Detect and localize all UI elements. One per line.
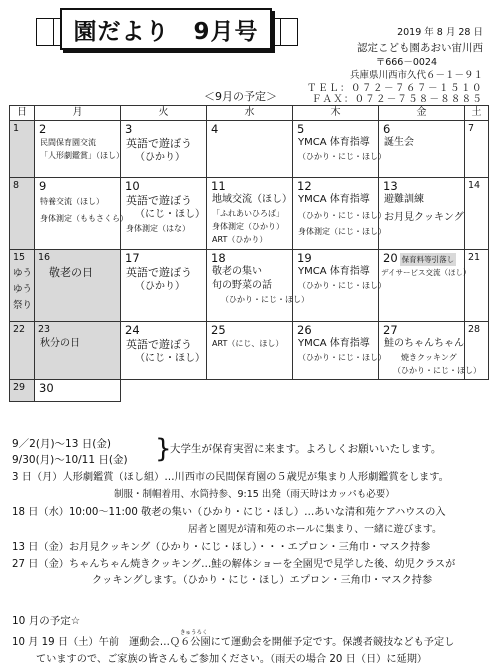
calendar-day: 5 YMCA 体育指導 （ひかり・にじ・ほし） — [293, 121, 379, 178]
event: 敬老の集い — [212, 266, 262, 277]
event: （ひかり） — [135, 281, 185, 292]
calendar-day: 2 民間保育園交流 「人形劇鑑賞」（ほし） — [35, 121, 121, 178]
calendar-empty — [121, 380, 489, 402]
fax: ＦＡＸ：０７２－７５８－８８８５ — [311, 94, 483, 105]
event: （ひかり） — [135, 152, 185, 163]
weekday-thu: 木 — [293, 106, 379, 121]
event: 避難訓練 — [384, 194, 424, 205]
calendar-day: 30 — [35, 380, 121, 402]
note-line: 18 日（水）10:00～11:00 敬老の集い（ひかり・にじ・ほし）…あいな清和苑ケアハウスの入 — [12, 507, 446, 518]
calendar-day: 29 — [10, 380, 35, 402]
notes-list — [12, 470, 492, 590]
issue-date: 2019 年 8 月 28 日 — [397, 27, 483, 38]
schedule-title: ＜9月の予定＞ — [204, 90, 277, 103]
zip-code: 〒666－0024 — [375, 57, 437, 68]
event: 地域交流（ほし） — [212, 194, 292, 205]
weekday-fri: 金 — [379, 106, 465, 121]
event: お月見クッキング — [384, 212, 464, 223]
event: ART（ひかり） — [212, 235, 268, 244]
event: 旬の野菜の話 — [212, 280, 272, 291]
event: 敬老の日 — [49, 266, 93, 279]
event: 特養交流（ほし） — [40, 197, 104, 206]
event: （ひかり・にじ・ほし） — [298, 211, 386, 220]
event: 身体測定（はな） — [126, 224, 190, 233]
event: 英語で遊ぼう — [126, 194, 192, 207]
calendar-day: 22 — [10, 322, 35, 380]
calendar-day: 9 特養交流（ほし） 身体測定（ももさくら） — [35, 178, 121, 250]
event: 英語で遊ぼう — [126, 266, 192, 279]
event: 焼きクッキング — [401, 353, 457, 362]
weekday-tue: 火 — [121, 106, 207, 121]
event: （ひかり・にじ・ほし） — [298, 353, 386, 362]
calendar-week — [10, 250, 489, 322]
event: 民間保育園交流 — [40, 138, 96, 147]
calendar-day: 27 鮭のちゃんちゃん 焼きクッキング （ひかり・にじ・ほし） — [379, 322, 465, 380]
practicum-note: 大学生が保育実習に来ます。よろしくお願いいたします。 — [170, 443, 442, 455]
event: 英語で遊ぼう — [126, 338, 192, 351]
calendar-day: 23 秋分の日 — [35, 322, 121, 380]
calendar-day: 14 — [465, 178, 489, 250]
event: （ひかり・にじ・ほし） — [298, 281, 386, 290]
event: YMCA 体育指導 — [298, 338, 370, 349]
weekday-header — [10, 106, 489, 121]
note-line: 制服・制帽着用、水筒持参、9:15 出発（雨天時はカッパも必要） — [114, 488, 395, 500]
calendar-day: 24 英語で遊ぼう （にじ・ほし） — [121, 322, 207, 380]
note-line: クッキングします。（ひかり・にじ・ほし）エプロン・三角巾・マスク持参 — [92, 575, 433, 586]
event: 「ふれあいひろば」 — [212, 209, 284, 218]
event: （ひかり・にじ・ほし） — [221, 295, 309, 304]
calendar-day: 11 地域交流（ほし） 「ふれあいひろば」 身体測定（ひかり） ART（ひかり） — [207, 178, 293, 250]
event: 祭り — [13, 300, 33, 311]
tel: ＴＥＬ：０７２－７６７－１５１０ — [306, 83, 483, 94]
event: 「人形劇鑑賞」（ほし） — [40, 151, 124, 160]
school-name: 認定こども園あおい宙川西 — [357, 42, 483, 54]
september-calendar — [9, 105, 489, 402]
calendar-week — [10, 380, 489, 402]
note-line: ていますので、ご家族の皆さんもご参加ください。（雨天の場合 20 日（日）に延期） — [36, 654, 428, 665]
event: 鮭のちゃんちゃん — [384, 338, 464, 349]
calendar-week — [10, 322, 489, 380]
event: ゆう — [13, 268, 33, 279]
event: （ひかり・にじ・ほし） — [298, 152, 386, 161]
weekday-sat: 土 — [465, 106, 489, 121]
title-banner-tab-right — [280, 18, 298, 46]
practicum-dates: 9／2(月)～13 日(金) 9/30(月)～10/11 日(金) — [12, 438, 128, 466]
note-line: 3 日（月）人形劇鑑賞（ほし組）…川西市の民間保育園の５歳児が集まり人形劇鑑賞をします。 — [12, 472, 449, 483]
calendar-week — [10, 178, 489, 250]
october-heading: 10 月の予定☆ — [12, 615, 81, 627]
calendar-day: 28 — [465, 322, 489, 380]
calendar-day: 18 敬老の集い 旬の野菜の話 （ひかり・にじ・ほし） — [207, 250, 293, 322]
calendar-day: 10 英語で遊ぼう （にじ・ほし） 身体測定（はな） — [121, 178, 207, 250]
calendar-day: 12 YMCA 体育指導 （ひかり・にじ・ほし） 身体測定（にじ・ほし） — [293, 178, 379, 250]
calendar-day: 13 避難訓練 お月見クッキング — [379, 178, 465, 250]
note-line: 10 月 19 日（土）午前 運動会…Ｑ６公園にて運動会を開催予定です。保護者競技なども予定し — [12, 637, 455, 648]
note-line: 13 日（金）お月見クッキング（ひかり・にじ・ほし）・・・エプロン・三角巾・マスク持参 — [12, 542, 431, 553]
event: 秋分の日 — [40, 338, 80, 349]
event: （にじ・ほし） — [135, 353, 205, 364]
calendar-day: 21 — [465, 250, 489, 322]
calendar-week — [10, 121, 489, 178]
note-line: 居者と園児が清和苑のホールに集まり、一緒に遊びます。 — [188, 523, 442, 535]
calendar-day: 3 英語で遊ぼう （ひかり） — [121, 121, 207, 178]
weekday-sun: 日 — [10, 106, 35, 121]
october-notes — [12, 634, 497, 668]
calendar-day: 17 英語で遊ぼう （ひかり） — [121, 250, 207, 322]
event: ゆう — [13, 284, 33, 295]
event: YMCA 体育指導 — [298, 266, 370, 277]
event: デイサービス交流（ほし） — [381, 268, 471, 277]
calendar-day: 19 YMCA 体育指導 （ひかり・にじ・ほし） — [293, 250, 379, 322]
ruby-text: きゅうろく — [180, 630, 208, 636]
calendar-day: 26 YMCA 体育指導 （ひかり・にじ・ほし） — [293, 322, 379, 380]
event: 誕生会 — [384, 137, 414, 148]
event: YMCA 体育指導 — [298, 194, 370, 205]
weekday-mon: 月 — [35, 106, 121, 121]
event: 保育料等引落し — [401, 255, 455, 264]
calendar-day: 15 ゆう ゆう 祭り — [10, 250, 35, 322]
calendar-day: 20 保育料等引落し デイサービス交流（ほし） — [379, 250, 465, 322]
calendar-day: 7 — [465, 121, 489, 178]
calendar-day: 1 — [10, 121, 35, 178]
event: 英語で遊ぼう — [126, 137, 192, 150]
event: 身体測定（ひかり） — [212, 222, 284, 231]
address: 兵庫県川西市久代６－１－９１ — [349, 70, 483, 81]
brace-icon: } — [155, 434, 172, 464]
note-line: 27 日（金）ちゃんちゃん焼きクッキング…鮭の解体ショーを全園児で見学した後、幼児クラスが — [12, 558, 456, 570]
calendar-day: 6 誕生会 — [379, 121, 465, 178]
event: 身体測定（にじ・ほし） — [298, 227, 386, 236]
newsletter-title: 園だより 9月号 — [60, 8, 272, 50]
event: ART（にじ、ほし） — [212, 339, 284, 348]
calendar-day: 4 — [207, 121, 293, 178]
event: YMCA 体育指導 — [298, 137, 370, 148]
event: （にじ・ほし） — [135, 209, 205, 220]
event: （ひかり・にじ・ほし） — [393, 366, 481, 375]
calendar-day: 25 ART（にじ、ほし） — [207, 322, 293, 380]
title-banner-tab-left — [36, 18, 54, 46]
calendar-day: 8 — [10, 178, 35, 250]
event: 身体測定（ももさくら） — [40, 214, 128, 223]
weekday-wed: 水 — [207, 106, 293, 121]
calendar-day: 16 敬老の日 — [35, 250, 121, 322]
